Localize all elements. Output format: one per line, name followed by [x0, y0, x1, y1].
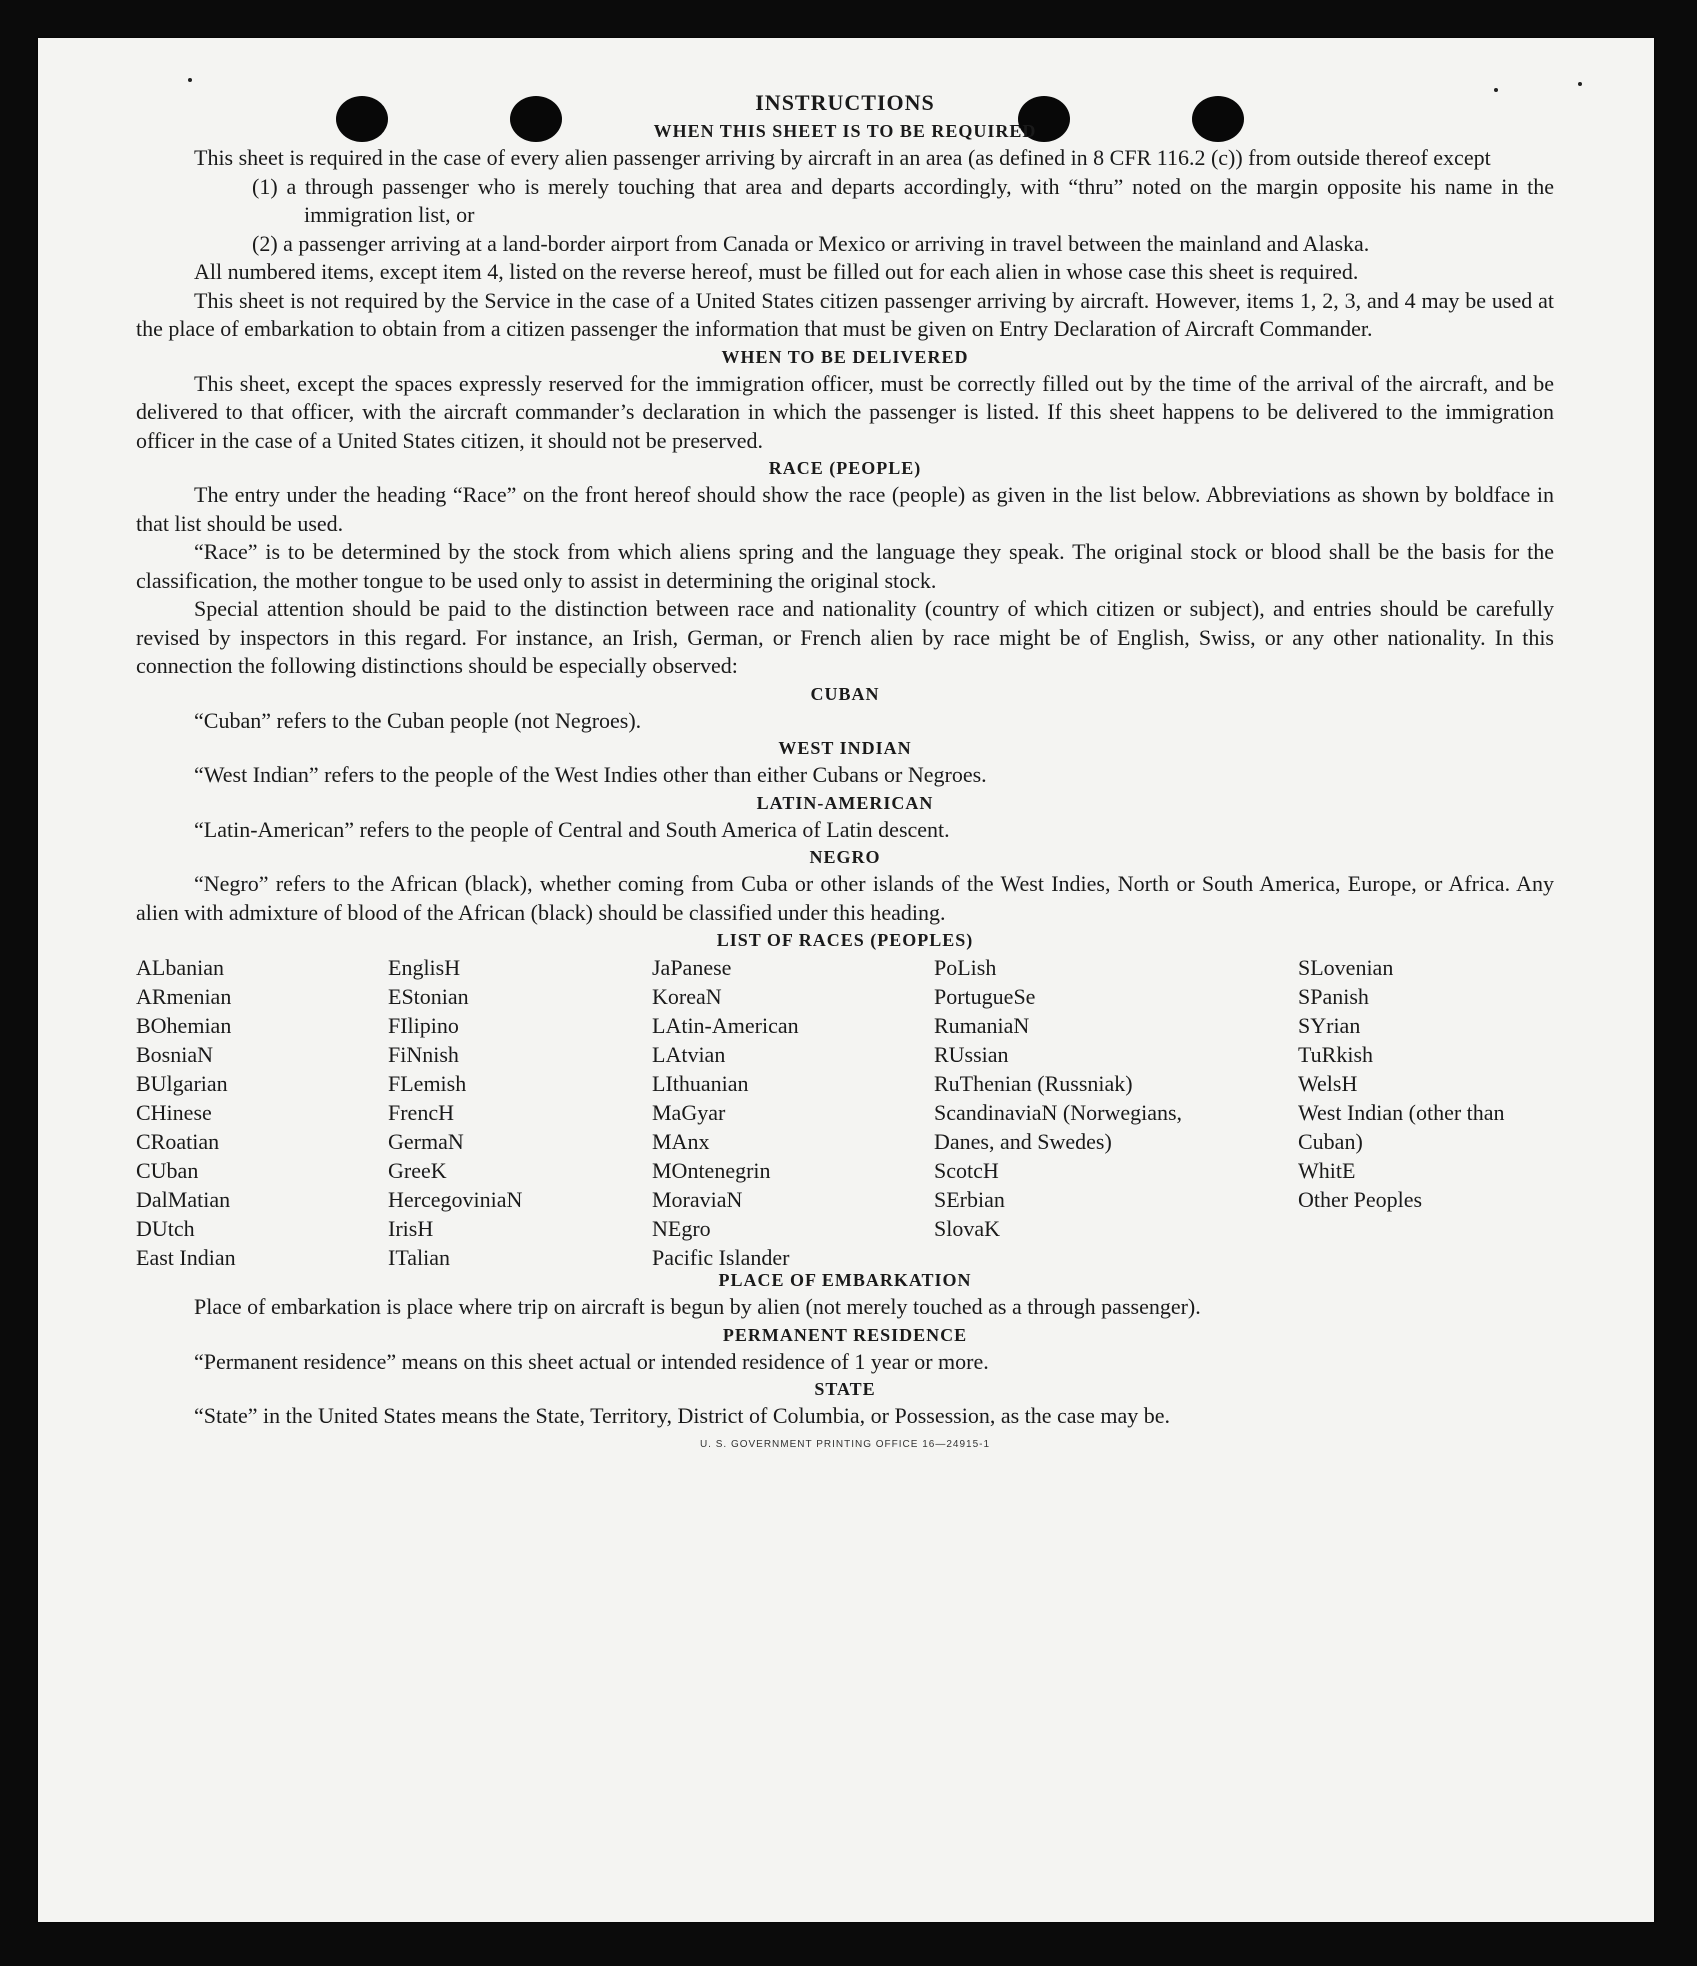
race-item: CHinese	[136, 1100, 212, 1125]
race-item: MOntenegrin	[652, 1158, 771, 1183]
race-item: EStonian	[388, 984, 469, 1009]
race-item: IrisH	[388, 1216, 434, 1241]
race-item: FrencH	[388, 1100, 454, 1125]
race-item: ALbanian	[136, 955, 224, 980]
section-heading: WHEN THIS SHEET IS TO BE REQUIRED	[653, 121, 1037, 141]
race-item: SlovaK	[934, 1216, 1000, 1241]
race-item: SPanish	[1298, 984, 1369, 1009]
paragraph: Special attention should be paid to the distinction between race and nationality (country of which citizen or subject), and entries should be carefully revised by inspectors in this regard. For instance, an Irish, German, or French alien by race might be of English, Swiss, or any other nationality. In this connection the following distinctions should be especially observed:	[136, 596, 1554, 678]
race-item: SYrian	[1298, 1013, 1361, 1038]
paragraph: All numbered items, except item 4, listed on the reverse hereof, must be filled out for each alien in whose case this sheet is required.	[194, 259, 1359, 284]
document-title: INSTRUCTIONS	[755, 90, 935, 115]
section-heading: STATE	[814, 1379, 876, 1399]
section-heading: WHEN TO BE DELIVERED	[721, 346, 969, 367]
speck	[1578, 82, 1582, 86]
paragraph: “Permanent residence” means on this sheet actual or intended residence of 1 year or more.	[194, 1348, 989, 1374]
list-item: (1) a through passenger who is merely touching that area and departs accordingly, with “thru” noted on the margin opposite his name in the immigration list, or	[252, 173, 1554, 227]
races-heading: LIST OF RACES (PEOPLES)	[716, 930, 974, 950]
race-item: DUtch	[136, 1216, 195, 1241]
section-heading: PERMANENT RESIDENCE	[722, 1324, 968, 1345]
race-item: LIthuanian	[652, 1071, 749, 1096]
race-item: LAtin-American	[652, 1013, 799, 1038]
race-item: BUlgarian	[136, 1071, 228, 1096]
race-item: EnglisH	[388, 955, 461, 980]
printer-footer: U. S. GOVERNMENT PRINTING OFFICE 16—24915-1	[699, 1438, 991, 1450]
paragraph: This sheet, except the spaces expressly reserved for the immigration officer, must be correctly filled out by the time of the arrival of the aircraft, and be delivered to that officer, with the aircraft commander’s declaration in which the passenger is listed. If this sheet happens to be delivered to the immigration officer in the case of a United States citizen, it should not be preserved.	[136, 370, 1554, 453]
race-item: West Indian (other than Cuban)	[1298, 1100, 1505, 1154]
race-item: ScotcH	[934, 1158, 999, 1183]
race-item: CRoatian	[136, 1129, 220, 1154]
race-item: East Indian	[136, 1245, 236, 1270]
section-heading: LATIN-AMERICAN	[756, 792, 934, 813]
race-item: TuRkish	[1298, 1042, 1374, 1067]
race-item: PoLish	[934, 955, 997, 980]
race-item: Other Peoples	[1298, 1187, 1423, 1212]
instructions-content	[136, 88, 1554, 1450]
race-item: DalMatian	[136, 1187, 231, 1212]
section-heading: WEST INDIAN	[778, 738, 912, 758]
paragraph: Place of embarkation is place where trip on aircraft is begun by alien (not merely touched as a through passenger).	[194, 1294, 1201, 1319]
paragraph: “Negro” refers to the African (black), whether coming from Cuba or other islands of the West Indies, North or South America, Europe, or Africa. Any alien with admixture of blood of the African (black) should be classified under this heading.	[136, 871, 1554, 925]
race-item: NEgro	[652, 1216, 711, 1241]
race-item: BosniaN	[136, 1042, 213, 1067]
race-item: ITalian	[388, 1245, 450, 1270]
race-column	[388, 953, 638, 1272]
race-item: WhitE	[1298, 1158, 1356, 1183]
race-item: FLemish	[388, 1071, 467, 1096]
race-item: Pacific Islander	[652, 1245, 790, 1270]
race-item: WelsH	[1298, 1071, 1358, 1096]
race-column	[652, 953, 922, 1272]
race-item: MaGyar	[652, 1100, 726, 1125]
race-item: MAnx	[652, 1129, 710, 1154]
race-item: HercegoviniaN	[388, 1187, 523, 1212]
race-item: RuThenian (Russniak)	[934, 1071, 1133, 1096]
document-sheet	[38, 38, 1654, 1922]
section-heading: NEGRO	[809, 847, 881, 867]
race-item: ScandinaviaN (Norwegians, Danes, and Swedes)	[934, 1100, 1183, 1154]
race-item: GreeK	[388, 1158, 447, 1183]
paragraph: “Race” is to be determined by the stock from which aliens spring and the language they speak. The original stock or blood shall be the basis for the classification, the mother tongue to be used only to assist in determining the original stock.	[136, 539, 1554, 593]
race-item: KoreaN	[652, 984, 722, 1009]
race-item: FIlipino	[388, 1013, 459, 1038]
section-heading: RACE (PEOPLE)	[768, 458, 922, 478]
race-column	[136, 953, 376, 1272]
race-item: SErbian	[934, 1187, 1005, 1212]
race-column	[934, 953, 1224, 1243]
paragraph: This sheet is not required by the Service in the case of a United States citizen passenger arriving by aircraft. However, items 1, 2, 3, and 4 may be used at the place of embarkation to obtain from a citizen passenger the information that must be given on Entry Declaration of Aircraft Commander.	[136, 287, 1554, 341]
paragraph: The entry under the heading “Race” on the front hereof should show the race (people) as given in the list below. Abbreviations as shown by boldface in that list should be used.	[136, 482, 1554, 536]
race-column	[1298, 953, 1554, 1214]
race-item: LAtvian	[652, 1042, 726, 1067]
speck	[188, 78, 192, 82]
race-item: SLovenian	[1298, 955, 1394, 980]
race-item: GermaN	[388, 1129, 464, 1154]
race-item: ARmenian	[136, 984, 232, 1009]
race-item: CUban	[136, 1158, 199, 1183]
race-item: RUssian	[934, 1042, 1009, 1067]
paragraph: “State” in the United States means the State, Territory, District of Columbia, or Possession, as the case may be.	[194, 1403, 1171, 1428]
paragraph: “Cuban” refers to the Cuban people (not Negroes).	[194, 707, 642, 733]
race-list	[136, 953, 1554, 1270]
paragraph: “West Indian” refers to the people of the West Indies other than either Cubans or Negroes.	[194, 762, 987, 787]
race-item: FiNnish	[388, 1042, 459, 1067]
race-item: MoraviaN	[652, 1187, 743, 1212]
section-heading: PLACE OF EMBARKATION	[718, 1270, 972, 1290]
paragraph: This sheet is required in the case of every alien passenger arriving by aircraft in an area (as defined in 8 CFR 116.2 (c)) from outside thereof except	[194, 145, 1491, 170]
paragraph: “Latin-American” refers to the people of Central and South America of Latin descent.	[194, 816, 950, 842]
section-heading: CUBAN	[810, 683, 880, 704]
race-item: RumaniaN	[934, 1013, 1030, 1038]
race-item: BOhemian	[136, 1013, 232, 1038]
race-item: JaPanese	[652, 955, 732, 980]
race-item: PortugueSe	[934, 984, 1036, 1009]
list-item: (2) a passenger arriving at a land-border airport from Canada or Mexico or arriving in travel between the mainland and Alaska.	[252, 230, 1370, 256]
